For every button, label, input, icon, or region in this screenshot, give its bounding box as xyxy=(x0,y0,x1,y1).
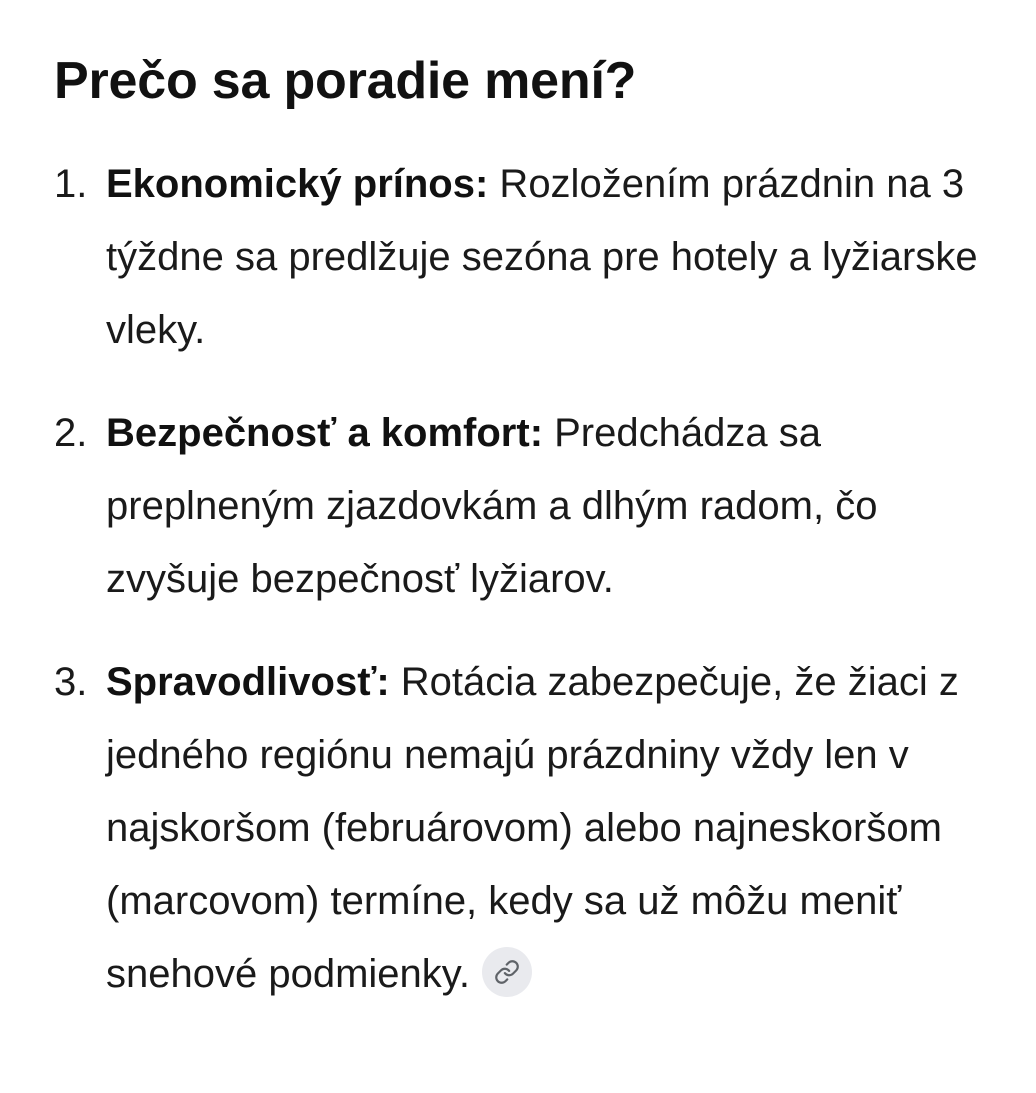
list-item-text: Rotácia zabezpečuje, že žiaci z jedného regiónu nemajú prázdniny vždy len v najskoršom (februárovom) alebo najneskoršom (marcovom) termíne, kedy sa už môžu meniť snehové podmienky. xyxy=(106,660,959,996)
link-icon xyxy=(494,959,520,985)
list-item-text: Predchádza sa preplneným zjazdovkám a dlhým radom, čo zvyšuje bezpečnosť lyžiarov. xyxy=(106,411,878,601)
source-link-button[interactable] xyxy=(482,947,532,997)
list-item-title: Ekonomický prínos: xyxy=(106,162,489,206)
answer-section xyxy=(54,50,1020,1041)
list-item xyxy=(54,397,1020,616)
section-heading: Prečo sa poradie mení? xyxy=(54,52,637,110)
list-item-number: 2. xyxy=(54,411,88,455)
list-item-number: 3. xyxy=(54,660,88,704)
reasons-list xyxy=(54,148,1020,1011)
list-item-title: Bezpečnosť a komfort: xyxy=(106,411,544,455)
list-item-number: 1. xyxy=(54,162,88,206)
list-item xyxy=(54,148,1020,367)
list-item-text: Rozložením prázdnin na 3 týždne sa predlžuje sezóna pre hotely a lyžiarske vleky. xyxy=(106,162,978,352)
list-item xyxy=(54,646,1020,1011)
list-item-title: Spravodlivosť: xyxy=(106,660,390,704)
